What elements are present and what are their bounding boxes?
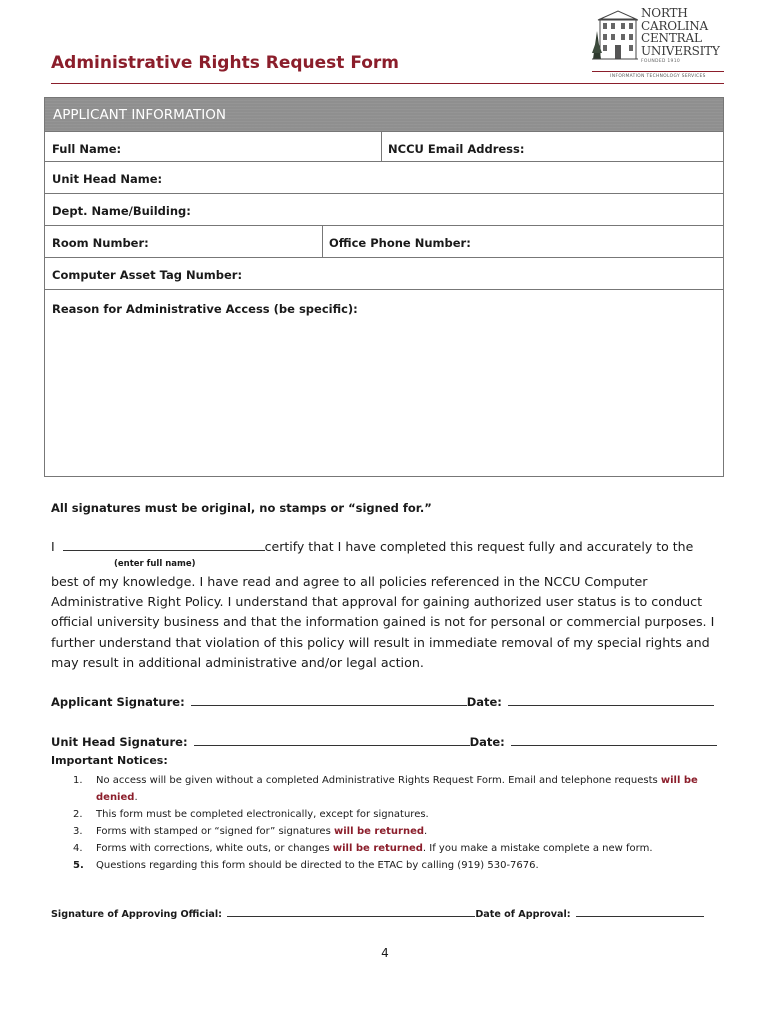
notice-item xyxy=(51,823,731,840)
email-field[interactable]: NCCU Email Address: xyxy=(388,142,525,156)
notice-number: 1. xyxy=(73,775,83,786)
logo-subtitle: INFORMATION TECHNOLOGY SERVICES xyxy=(592,71,724,79)
title-divider xyxy=(51,83,724,84)
notice-item xyxy=(51,806,731,823)
approving-official-blank[interactable] xyxy=(227,916,475,917)
logo-wordmark xyxy=(641,7,720,57)
row-unit-head xyxy=(45,161,723,193)
asset-tag-field[interactable]: Computer Asset Tag Number: xyxy=(52,268,243,282)
notice-item xyxy=(51,857,731,874)
notice-item xyxy=(51,840,731,857)
notice-text: No access will be given without a completed Administrative Rights Request Form. Email and telephone requests xyxy=(96,775,658,786)
notice-text: Questions regarding this form should be directed to the ETAC by calling (919) 530-7676. xyxy=(96,860,539,871)
reason-field[interactable]: Reason for Administrative Access (be specific): xyxy=(52,302,358,316)
unit-head-date-label: Date: xyxy=(469,735,505,749)
full-name-blank[interactable] xyxy=(63,550,265,551)
signature-note: All signatures must be original, no stamps or “signed for.” xyxy=(51,501,432,515)
enter-name-hint: (enter full name) xyxy=(114,559,196,569)
approving-official-label: Signature of Approving Official: xyxy=(51,909,222,920)
building-icon xyxy=(592,9,638,65)
approval-date-label: Date of Approval: xyxy=(475,909,571,920)
notice-after: . xyxy=(134,792,138,803)
university-logo xyxy=(592,7,724,81)
notice-emphasis: will be returned xyxy=(332,843,423,854)
full-name-field[interactable]: Full Name: xyxy=(52,142,122,156)
logo-line-2: CAROLINA xyxy=(641,18,708,33)
row-reason xyxy=(45,289,723,476)
form-title: Administrative Rights Request Form xyxy=(51,53,400,73)
applicant-signature-row xyxy=(51,695,714,709)
applicant-date-label: Date: xyxy=(466,695,502,709)
notice-after: . If you make a mistake complete a new form. xyxy=(422,843,653,854)
logo-line-3: CENTRAL xyxy=(641,31,702,45)
logo-founded: FOUNDED 1910 xyxy=(641,59,681,64)
approval-date-blank[interactable] xyxy=(576,916,704,917)
certification-line xyxy=(51,539,693,554)
applicant-info-table xyxy=(44,97,724,477)
logo-line-4: UNIVERSITY xyxy=(641,43,720,58)
room-number-field[interactable]: Room Number: xyxy=(52,236,149,250)
dept-building-field[interactable]: Dept. Name/Building: xyxy=(52,204,191,218)
notice-item xyxy=(51,772,731,806)
notice-number: 2. xyxy=(73,809,83,820)
cert-i: I xyxy=(51,539,55,554)
unit-head-signature-blank[interactable] xyxy=(194,745,470,746)
notices-title: Important Notices: xyxy=(51,754,168,767)
row-name-email xyxy=(45,131,723,161)
row-asset-tag xyxy=(45,257,723,289)
applicant-signature-label: Applicant Signature: xyxy=(51,695,185,709)
notice-emphasis: will be denied xyxy=(96,775,698,803)
row-dept xyxy=(45,193,723,225)
page-number: 4 xyxy=(381,946,389,960)
office-phone-field[interactable]: Office Phone Number: xyxy=(329,236,471,250)
row-room-phone xyxy=(45,225,723,257)
applicant-signature-blank[interactable] xyxy=(191,705,467,706)
applicant-date-blank[interactable] xyxy=(508,705,714,706)
certification-paragraph: best of my knowledge. I have read and agree to all policies referenced in the NCCU Computer Administrative Right Policy. I understand that approval for gaining authorized user status is to conduct official university business and that the information gained is not for personal or commercial purposes. I further understand that violation of this policy will result in immediate removal of my special rights and may result in additional administrative and/or legal action. xyxy=(51,574,715,670)
notice-number: 5. xyxy=(73,860,84,871)
notices-list xyxy=(51,772,731,874)
cert-certify: certify that I have completed this request fully and accurately to the xyxy=(264,539,694,554)
notice-text: Forms with corrections, white outs, or changes xyxy=(96,843,330,854)
unit-head-signature-label: Unit Head Signature: xyxy=(51,735,188,749)
notice-number: 3. xyxy=(73,826,83,837)
notice-text: This form must be completed electronically, except for signatures. xyxy=(96,809,429,820)
notice-text: Forms with stamped or “signed for” signatures xyxy=(96,826,331,837)
unit-head-date-blank[interactable] xyxy=(511,745,717,746)
unit-head-field[interactable]: Unit Head Name: xyxy=(52,172,163,186)
logo-line-1: NORTH xyxy=(641,6,688,20)
section-header: APPLICANT INFORMATION xyxy=(45,98,723,131)
unit-head-signature-row xyxy=(51,735,717,749)
notice-after: . xyxy=(424,826,428,837)
notice-number: 4. xyxy=(73,843,83,854)
approval-row xyxy=(51,909,704,920)
notice-emphasis: will be returned xyxy=(333,826,425,837)
